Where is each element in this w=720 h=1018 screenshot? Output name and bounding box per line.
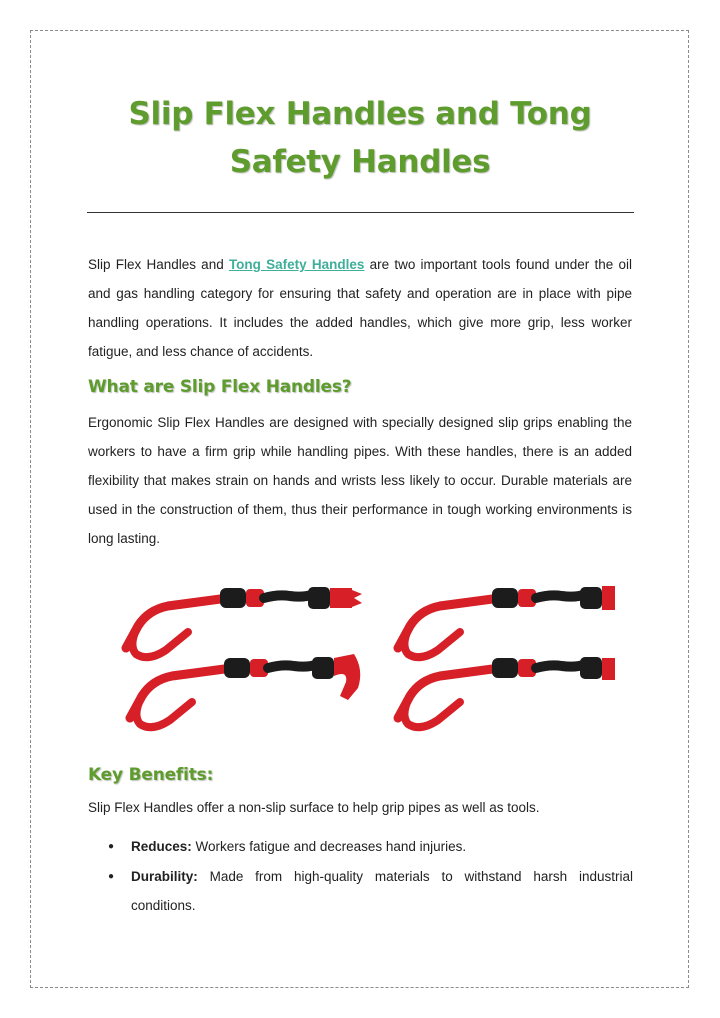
intro-paragraph: Slip Flex Handles and Tong Safety Handles are two important tools found under the oil and gas handling category for ensuring that safety and operation are in place with pipe handling operations. It includes the added handles, which give more grip, less worker fatigue, and less chance of accidents. [88,257,632,359]
page-title [60,90,660,186]
title-line-1: Slip Flex Handles and Tong [128,96,592,132]
bullet-icon: ● [108,871,115,882]
handle-top-right [398,584,615,657]
title-divider [87,212,634,213]
handle-bottom-left [130,654,360,727]
section1-paragraph: Ergonomic Slip Flex Handles are designed with specially designed slip grips enabling the workers to have a firm grip while handling pipes. With these handles, there is an added flexibility that makes strain on hands and wrists less likely to occur. Durable materials are used in the construction of them, thus their performance in tough working environments is long lasting. [88,415,632,546]
section-heading-what-are: What are Slip Flex Handles? [88,377,352,397]
title-line-2: Safety Handles [229,144,491,180]
list-item: ● Durability: Made from high-quality materials to withstand harsh industrial conditions. [105,862,633,920]
handle-top-left [126,587,362,657]
bullet-icon: ● [108,841,115,852]
tong-safety-handles-link[interactable]: Tong Safety Handles [228,257,365,272]
handle-bottom-right [398,657,615,727]
benefits-list [105,832,633,921]
section-heading-key-benefits: Key Benefits: [88,765,214,785]
list-item: ● Reduces: Workers fatigue and decreases hand injuries. [105,832,633,861]
section2-paragraph: Slip Flex Handles offer a non-slip surface to help grip pipes as well as tools. [88,800,540,815]
slip-flex-handles-photo [110,568,615,733]
